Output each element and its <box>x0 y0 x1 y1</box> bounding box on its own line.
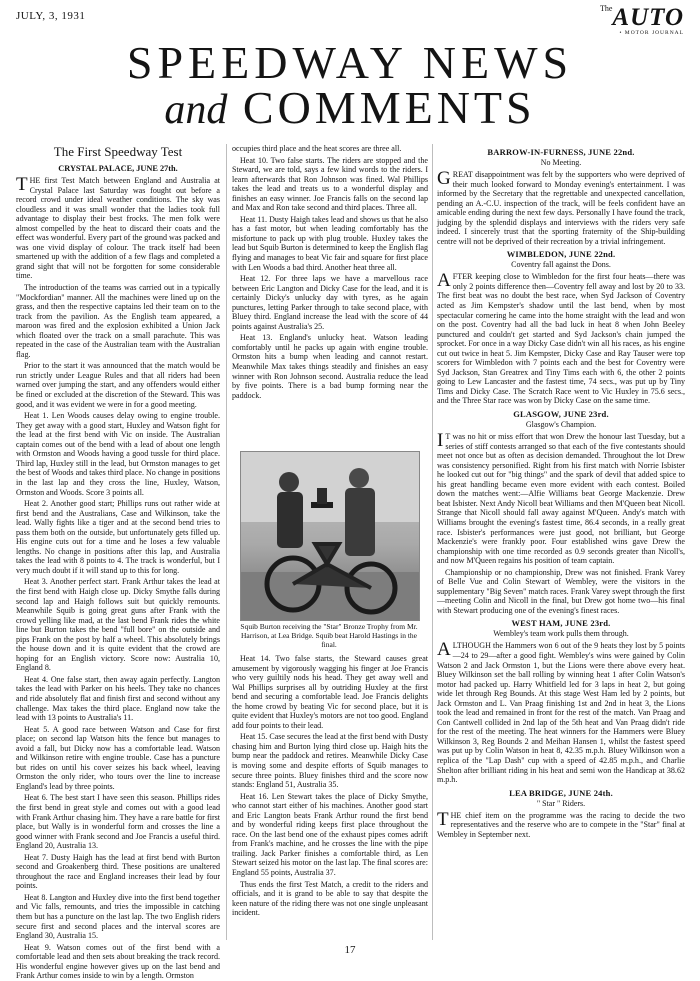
section-subheading: " Star " Riders. <box>536 798 586 808</box>
paragraph: Heat 16. Len Stewart takes the place of Dicky Smythe, who cannot start either of his machines. Another good start and Eric Langton beats Frank Arthur round the first bend and by wonderful riding keeps first place throughout the race. On the last bend one of the exhaust pipes comes adrift from Frank's machine, and he crosses the line with the pipe trailing. Jack Parker finishes a comfortable third, as Len Stewart seized his motor on the last lap. The final scores are: England 55 points, Australia 37. <box>232 791 428 878</box>
section-heading: WEST HAM, JUNE 23rd. <box>511 618 611 629</box>
paragraph: Heat 15. Case secures the lead at the first bend with Dusty chasing him and Burton lying third close up. Haigh hits the bump near the paddock and retires. Meanwhile Dicky Case is moving some and despite efforts of Squib manages to secure three points. Bluey finishes third and the score now stands: England 51, Australia 35. <box>232 732 428 790</box>
paragraph: THE first Test Match between England and Australia at Crystal Palace last Saturday was fought out before a record crowd under ideal weather conditions. The sky was cloudless and it was small wonder that the ladies took full advantage to display their best frocks. The men folk were almost compelled by the heat to discard their coats and the effect was wonderful. Every part of the ground was packed and was one vivid display of colour. The track itself had been smartened up with the addition of a few flags and completed a grand sight that will not be forgotten for some considerable time. <box>16 174 220 281</box>
section-heading: BARROW-IN-FURNESS, JUNE 22nd. <box>487 147 635 157</box>
page-title-line1: SPEEDWAY NEWS <box>126 37 574 88</box>
drop-cap: A <box>437 639 451 661</box>
paragraph: Heat 6. The best start I have seen this season. Phillips rides the first bend in great style and comes out with a good lead with Frank Arthur chasing him. They have a rare battle for first place, but Wally is in wonderful form and crosses the line a good winner with Frank second and Joe Francis a useful third. England 20, Australia 13. <box>16 793 220 851</box>
column-2-bottom <box>232 654 428 940</box>
paragraph: Thus ends the first Test Match, a credit to the riders and officials, and it is grand to be able to say that despite the keen nature of the riding there was not one single unpleasant incident. <box>232 879 428 918</box>
paragraph: Heat 11. Dusty Haigh takes lead and shows us that he also has a fast motor, but when leading comfortably has the misfortune to pack up with plug trouble. Huxley takes the lead but Squib Burton is determined to keep the English flag flying and manages to beat Vic fair and square for first place with Len Woods a bad third. Another heat three all. <box>232 214 428 272</box>
drop-cap: T <box>16 174 28 195</box>
paragraph: occupies third place and the heat scores are three all. <box>232 144 402 153</box>
section-heading: LEA BRIDGE, JUNE 24th. <box>509 787 613 798</box>
masthead-the: The <box>599 4 613 13</box>
section-heading: GLASGOW, JUNE 23rd. <box>513 409 609 420</box>
paragraph: Heat 4. One false start, then away again perfectly. Langton takes the lead with Parker on his heels. They take no chances and ride absolutely flat and finish first and second without any challenge. Max takes the third place. England now take the lead with 13 points to Australia's 11. <box>16 674 220 723</box>
paragraph: Championship or no championship, Drew was not finished. Frank Varey of Belle Vue and Colin Stewart of Wembley, were the visitors in the supplementary "Big Seven" match races. Frank Varey swept through the first—meeting Colin and Nicoll in the final, but Drew got home two—his final with Stewart producing one of the evening's finest races. <box>437 567 685 615</box>
column-rule-1 <box>226 144 227 940</box>
paragraph: Prior to the start it was announced that the match would be run strictly under League Rules and that all riders had been warned over jumping the start, and any offenders would either be fined or excluded at the discretion of the Steward. This was good, and it was evident we were in for a good meeting. <box>16 361 220 409</box>
paragraph: I T was no hit or miss effort that won Drew the honour last Tuesday, but a series of stiff contests arranged so that each of the five contestants should meet not once but as often as decision demanded. Throughout the lot Drew was consistency personified. Right from his first match with Norrie Isbister he looked cut out for "big things" and the spark of devil that added spice to his great handling became even more evident with each contest. Boiled down the matches went:—Alfie Williams beat George Mackenzie. Drew beat Isbister. Next Andy Nicoll beat Williams and then M'Queen beat Nicoll. Strange that Nicoll should fall away against M'Queen. Andy's match with Williams brought the evening's fastest time, 86.4 seconds, in a really great race. Isbister's performances were just good, not brilliant, but George Mackenzie's were frankly poor. Four established wins gave Drew the championship with one time recorded as 0.9 seconds greater than Nicoll's, and now M'Queen regains his position of team captain. <box>437 430 685 566</box>
paragraph: Heat 2. Another good start; Phillips runs out rather wide at first bend and the Australians, Case and Wilkinson, take the lead. Wally fights like a tiger and at the second bend tries to pass them both on the outside, but unfortunately gets filled up. His engine cuts out for a time and he loses a few valuable lengths. No change in positions after this lap, and Australia takes the lead with 8 points to 4. The track is wonderful, but I very much doubt if it will stand up to this for long. <box>16 499 220 575</box>
paragraph: Heat 12. For three laps we have a marvellous race between Eric Langton and Dicky Case for the lead, and it is certainly Dicky's unlucky day with tyres, as he again punctures, letting Parker through to take second place, with Bluey third. England increase the lead with the score of 44 points against Australia's 25. <box>232 274 428 331</box>
section-subheading: Wembley's team work pulls them through. <box>493 629 629 639</box>
photo-illustration <box>241 452 419 620</box>
photo-caption: Squib Burton receiving the "Star" Bronze Trophy from Mr. Harrison, at Lea Bridge. Squib beat Harold Hastings in the final. <box>240 622 418 649</box>
page-number: 17 <box>344 944 356 956</box>
masthead-name: AUTO <box>612 4 684 31</box>
page-title-line2 <box>0 82 700 133</box>
paragraph: Heat 9. Watson comes out of the first bend with a comfortable lead and then sets about breaking the track record. His wonderful engine however gives up on the last bend and Frank Arthur comes inside to win by a length. Ormston <box>16 942 220 981</box>
section-subheading: No Meeting. <box>540 158 582 167</box>
column-1 <box>16 144 220 981</box>
drop-cap: T <box>437 808 449 830</box>
paragraph: Heat 7. Dusty Haigh has the lead at first bend with Burton second and Groakenberg third. These positions are unaltered throughout the race and England increases their lead by four points. <box>16 852 220 891</box>
paragraph: Heat 14. Two false starts, the Steward causes great amusement by vigorously wagging his finger at Joe Francis who very guiltily nods his head. They get away well and Wal Phillips surprises all by outriding Huxley at the first bend and securing a comfortable lead. Joe Francis delights the home crowd by beating Vic for second place, but it is quite evident that Huxley's motors are not too good. England add four points to their lead. <box>232 654 428 730</box>
section-subheading: Coventry fall against the Dons. <box>511 260 611 270</box>
section-subheading: Glasgow's Champion. <box>525 420 597 430</box>
paragraph: Heat 1. Len Woods causes delay owing to engine trouble. They get away with a good start, Huxley and Watson fight for the lead at the first bend with Vic on inside. The Australian captain comes out of the bend with a lead of about one length with Ormston and Woods having a good tussle for third place. Third lap, Huxley still in the lead, but Ormston manages to get the best of Woods and takes third place. No change in positions in the last lap and they cross the line, Huxley, Watson, Ormston and Woods. Score 3 points all. <box>16 411 220 497</box>
paragraph: Heat 10. Two false starts. The riders are stopped and the Steward, we are told, says a few kind words to the riders. I learn afterwards that Ron Johnson was fined. Wal Phillips takes the lead and treats us to a wonderful display and finishes an easy winner. Joe Francis falls on the second lap and Max and Ron take second and third places. Three all. <box>232 155 428 213</box>
paragraph: GREAT disappointment was felt by the supporters who were deprived of their much looked forward to Monday evening's entertainment. I was informed by the Secretary that the regrettable and unexpected cancellation, pending an A.-C.U. inspection of the track, will be feels confident have an amicable ending during the next few days. Personally I have found the track, judging by the splendid displays and interviews with the riders very safe indeed. I sincerely trust that the sporting fraternity of the Ship-building centre will not be deprived of their recreation by a trivial infringement. <box>437 168 685 246</box>
section-heading: WIMBLEDON, JUNE 22nd. <box>506 249 616 260</box>
issue-date: JULY, 3, 1931 <box>16 10 86 22</box>
column-2-top <box>232 144 428 447</box>
paragraph: THE chief item on the programme was the racing to decide the two representatives and the reserve who are to compete in the "Star" final at Wembley in September next. <box>437 808 685 839</box>
paragraph: AFTER keeping close to Wimbledon for the first four heats—there was only 2 points difference then—Coventry fell away and lost by 20 to 33. The first beat was no doubt the best race, when Syd Jackson of Coventry acted as Jim Kempster's shadow until the last bend, when by most spectacular cornering he came into the home straight with the lead and won on the post. Coventry had all the bad luck in heat 8 when John Beeley punctured and couldn't get started and Syd Jackson's chain jumped the sprocket. For once in a way Dicky Case didn't win all his races, as his engine cut out twice in heat 5. Jim Kempster, Dicky Case and Ray Tauser were top scorers for Wimbledon with 7 points each and the best for Coventry were Syd Jackson, Stan Greatrex and Tiny Tims each with 6, the other 2 points going to Lew Lancaster and the fastest time, 74 secs., was put up by Tiny Tims and Dicky Case. The Scratch Race went to Vic Huxley in 75.6 secs., and the Three Star race was won by Dicky Case on the same time. <box>437 270 685 406</box>
paragraph: Heat 5. A good race between Watson and Case for first place; on second lap Watson hits the fence but manages to avoid a fall, but Dicky now has a comfortable lead. Watson and Wilkinson retire with engine trouble. Case has a puncture but rides on until his cover seizes his back wheel, leaving Ormston the only rider, who tours over the line to increase England's lead by three points. <box>16 724 220 791</box>
masthead-subtitle: • MOTOR JOURNAL <box>619 30 684 36</box>
paragraph: Heat 3. Another perfect start. Frank Arthur takes the lead at the first bend with Haigh close up. Dicky Smythe falls during second lap and Haigh follows suit but quickly remounts. Meanwhile Squib is going great guns after Frank with the crowd yelling like mad, at the last bend Frank rides the white line but Burton takes the bend "full bore" on the outside and pips Frank on the post by half a wheel. This absolutely brings the house down and it is quite evident that the crowd are hoping for an English victory. Score now: Australia 10, England 8. <box>16 577 220 673</box>
paragraph: ALTHOUGH the Hammers won 6 out of the 9 heats they lost by 5 points—24 to 29—after a good fight. Wembley's wins were gained by Colin Watson 2 and Jack Ormston 1, but the Lions were there above every heat. Bluey Wilkinson set the ball rolling by winning heat 1 after Colin Watson's motor had packed up. Harry Whitfield led for 3 laps in heat 2, but going wide let through Reg Bounds. At this stage West Ham led by 2 points, but Jack Ormston and L. Van Praag finishing 1st and 2nd in heat 3, the Lions took the lead and remained in front for the rest of the match. Van Praag and Con Cantwell collided in 2nd lap of the 5th heat and Van Praag didn't ride for the rest of the meeting. The heat winners for the Hammers were Bluey Wilkinson 3, Reg Bounds 2 and Meihan Hansen 1, whilst the fastest speed was put up by Colin Watson in heat 8, 42.35 m.p.h. Bluey Wilkinson won a replica of the "Lap Dash" cup with a speed of 42.85 m.p.h., and Charlie Shelton after brilliant riding in his heat and semi won the Handicap at 38.62 m.p.h. <box>437 639 685 785</box>
column-rule-2 <box>432 144 433 940</box>
title-comments: COMMENTS <box>242 82 536 133</box>
column-3 <box>437 144 685 940</box>
paragraph: Heat 13. England's unlucky heat. Watson leading comfortably until he packs up again with engine trouble. Ormston hits a bump when leading and cannot restart. Meanwhile Max takes things steadily and finishes an easy winner with Ron Johnson second. Australia reduce the lead by five points. There is a bad bump forming near the paddock. <box>232 333 428 400</box>
drop-cap: G <box>437 168 451 189</box>
trophy-photo <box>240 451 420 621</box>
paragraph: Heat 8. Langton and Huxley dive into the first bend together and Vic falls, remounts, and tries the impossible in catching them but has a puncture on the last lap. The two English riders secure first and second places and the interval scores are England 30, Australia 15. <box>16 892 220 941</box>
venue-heading: CRYSTAL PALACE, JUNE 27th. <box>58 164 178 173</box>
drop-cap: I <box>437 430 444 452</box>
title-and: and <box>164 87 228 133</box>
masthead-logo <box>600 5 684 37</box>
paragraph: The introduction of the teams was carried out in a typically "Mockfordian" manner. All the machines were lined up on the grass, and then the respective captains led their team on to the track from the pavilion. As the English team appeared, a maroon was fired and the explosion exhibited a Union Jack which floated over the track on a small parachute. This was repeated in the case of the Australian team with the Australian flag. <box>16 283 220 359</box>
article-heading: The First Speedway Test <box>53 144 183 159</box>
drop-cap: A <box>437 270 451 292</box>
